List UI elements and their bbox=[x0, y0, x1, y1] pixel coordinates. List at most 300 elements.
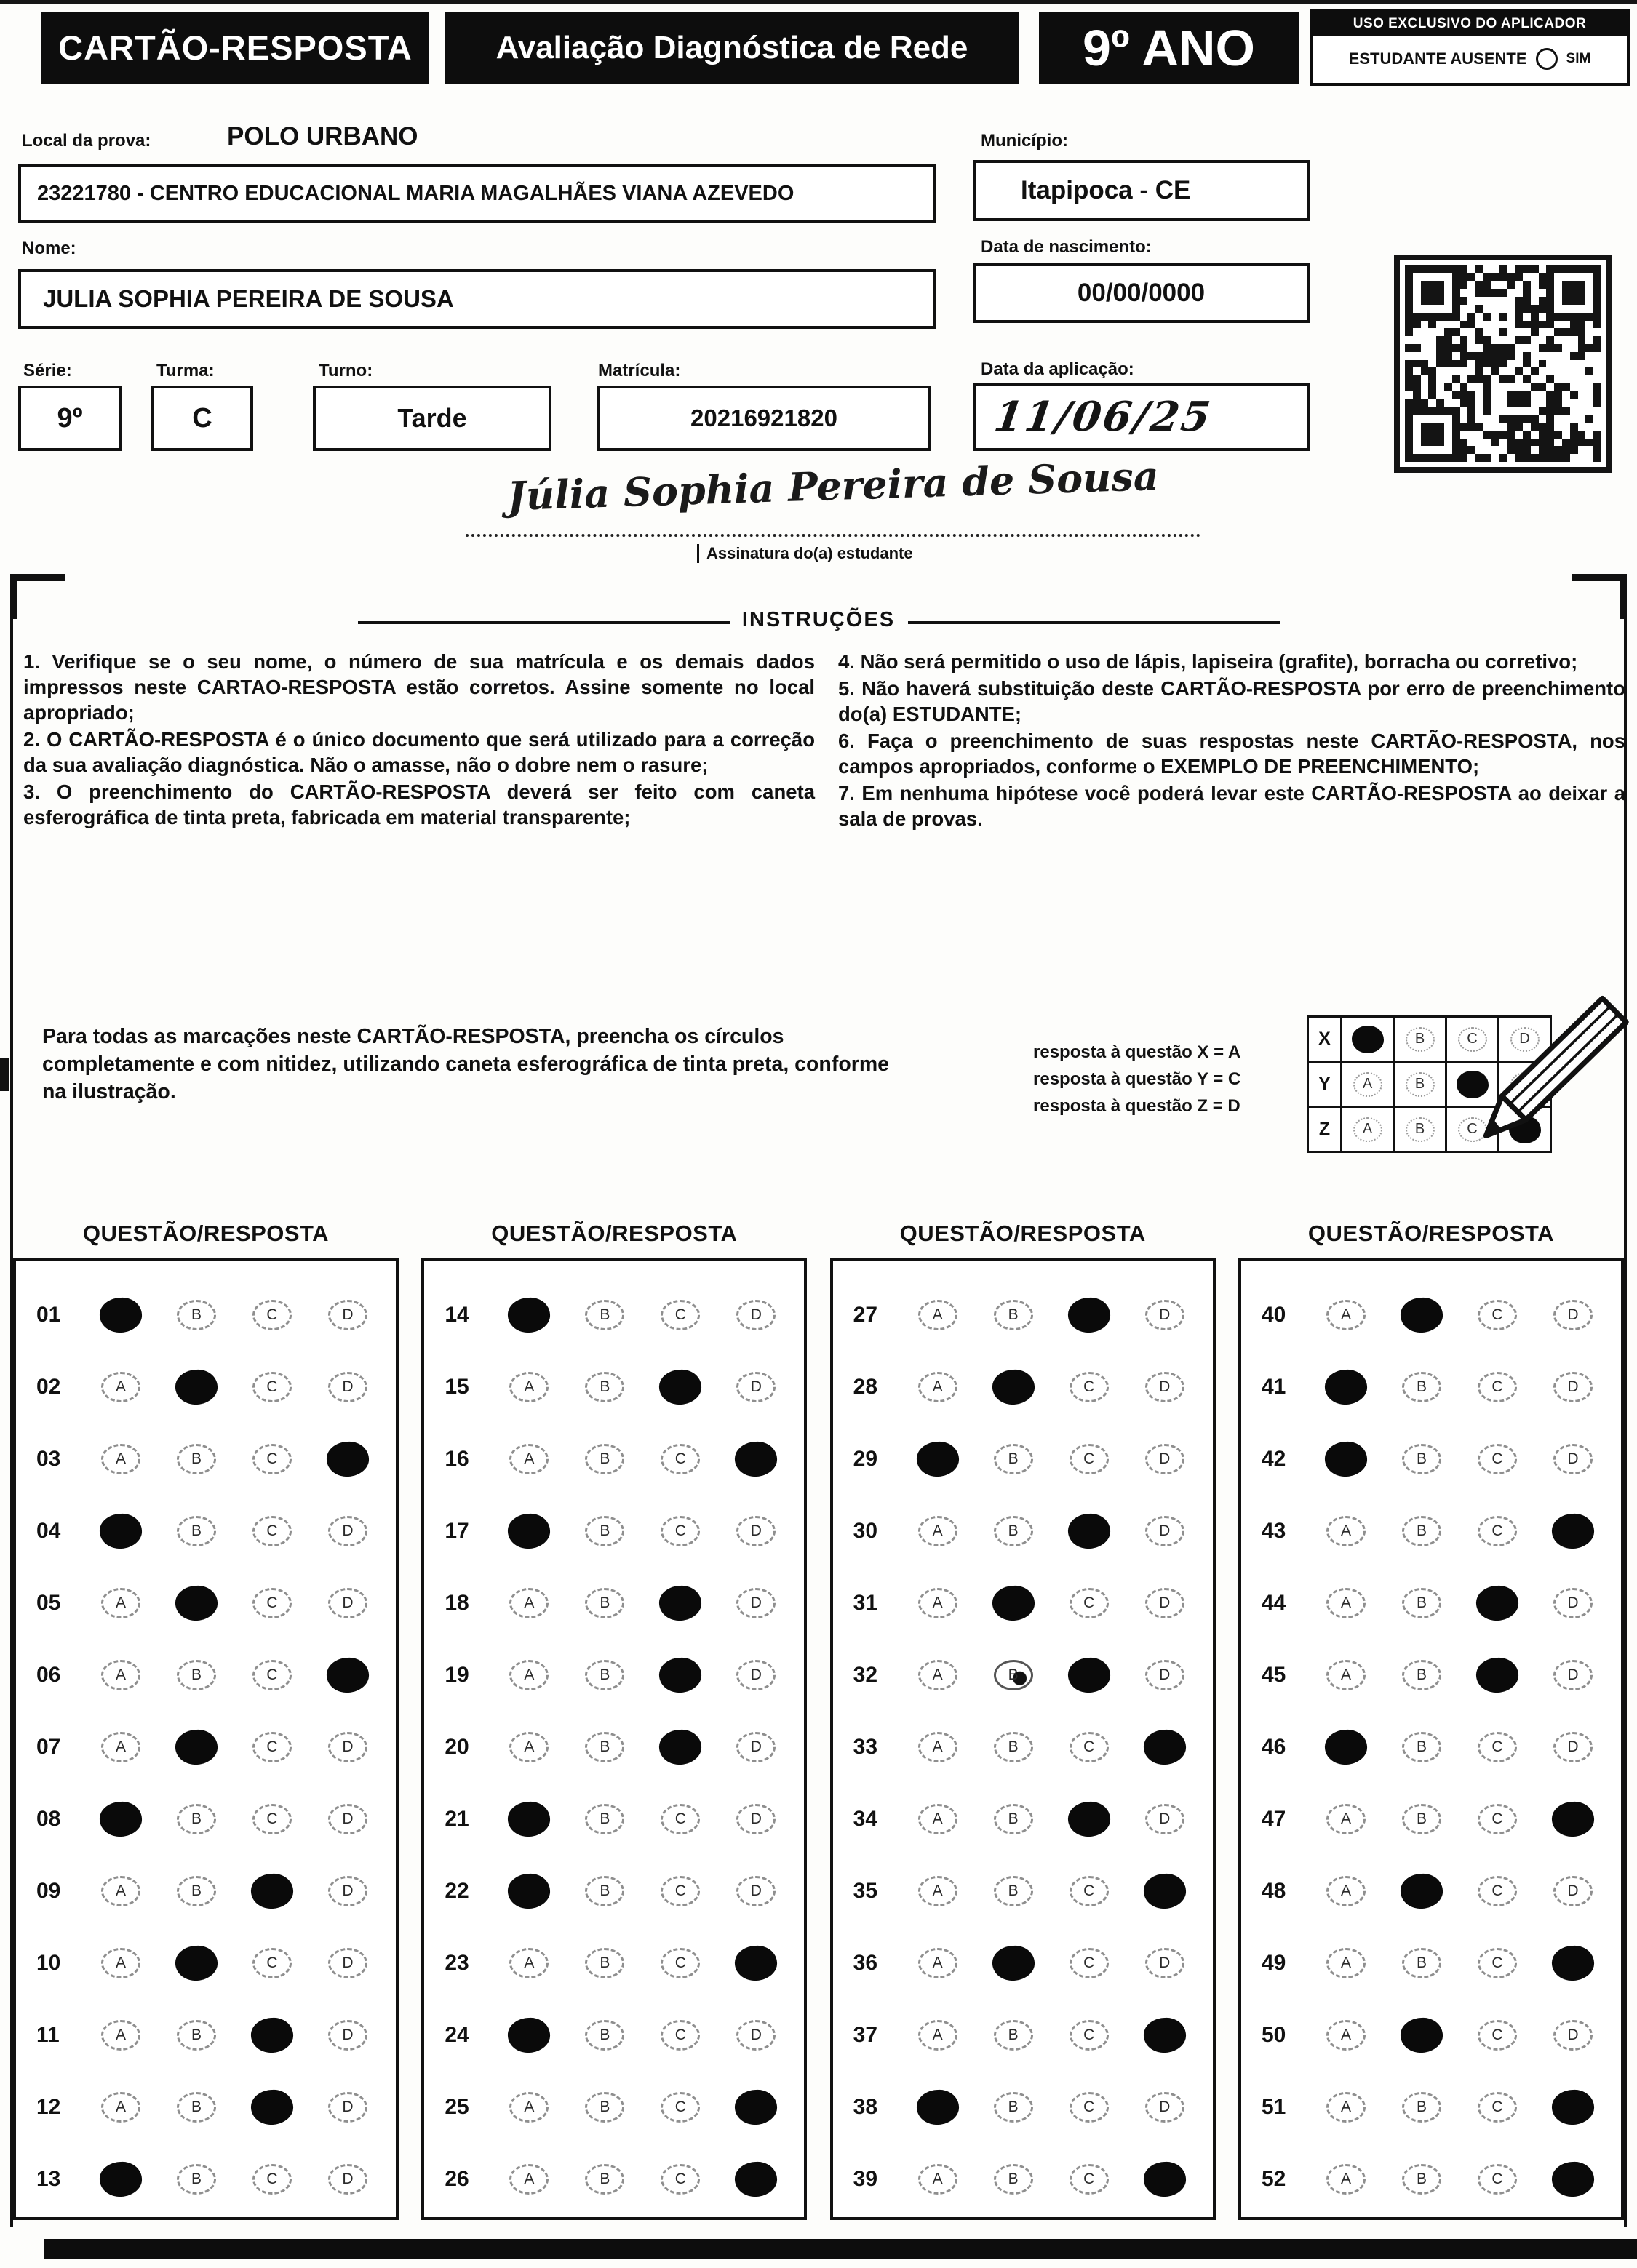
bubble-b[interactable]: B bbox=[177, 1876, 216, 1906]
bubble-d[interactable]: D bbox=[1145, 1948, 1184, 1978]
bubble-slot bbox=[491, 1948, 567, 1978]
bubble-c[interactable]: C bbox=[252, 2164, 292, 2195]
bubble-c-filled[interactable] bbox=[658, 1656, 703, 1694]
bubble-slot bbox=[1535, 1946, 1611, 1981]
example-row-label: Z bbox=[1309, 1108, 1342, 1153]
bubble-d[interactable]: D bbox=[736, 1588, 776, 1618]
bubble-d-filled[interactable] bbox=[1550, 2160, 1595, 2198]
bubble-a-filled[interactable] bbox=[507, 1800, 551, 1838]
bubble-a[interactable]: A bbox=[1326, 1876, 1366, 1906]
bubble-d[interactable]: D bbox=[1553, 1876, 1593, 1906]
bubble-a-filled[interactable] bbox=[98, 1296, 143, 1334]
bubble-c[interactable]: C bbox=[1478, 2164, 1517, 2195]
bubble-a-filled[interactable] bbox=[507, 1296, 551, 1334]
bubble-a-filled[interactable] bbox=[507, 1872, 551, 1910]
bubble-d[interactable]: D bbox=[1145, 1444, 1184, 1474]
bubble-slot bbox=[310, 1588, 386, 1618]
bubble-slot bbox=[976, 1300, 1051, 1330]
bubble-d-filled[interactable] bbox=[734, 2088, 778, 2126]
bubble-b[interactable]: B bbox=[994, 1444, 1033, 1474]
bubble-slot bbox=[1127, 1730, 1203, 1765]
bubble-c[interactable]: C bbox=[1478, 2020, 1517, 2051]
bubble-b-filled[interactable] bbox=[991, 1584, 1035, 1622]
bubble-d-filled[interactable] bbox=[734, 2160, 778, 2198]
bubble-d[interactable]: D bbox=[328, 1876, 367, 1906]
bubble-a[interactable]: A bbox=[101, 1948, 140, 1978]
bubble-c[interactable]: C bbox=[252, 1516, 292, 1546]
bubble-d-filled[interactable] bbox=[1550, 1944, 1595, 1982]
bubble-slot bbox=[1127, 2092, 1203, 2123]
bubble-b-filled[interactable] bbox=[991, 1368, 1035, 1406]
bubble-c[interactable]: C bbox=[252, 1444, 292, 1474]
bubble-b[interactable]: B bbox=[585, 2092, 624, 2123]
bubble-slot bbox=[1051, 1372, 1127, 1402]
question-number: 18 bbox=[445, 1590, 469, 1615]
bubble-a[interactable]: A bbox=[918, 2020, 957, 2051]
bubble-a[interactable]: A bbox=[918, 2164, 957, 2195]
bubble-b[interactable]: B bbox=[994, 1876, 1033, 1906]
bubble-slot bbox=[642, 1300, 718, 1330]
bubble-a[interactable]: A bbox=[101, 1876, 140, 1906]
bubble-c[interactable]: C bbox=[661, 1516, 700, 1546]
bubble-a[interactable]: A bbox=[509, 1732, 549, 1762]
bubble-slot bbox=[310, 1442, 386, 1477]
bubble-a[interactable]: A bbox=[509, 1444, 549, 1474]
bubble-b-filled[interactable] bbox=[174, 1368, 218, 1406]
bubble-d[interactable]: D bbox=[736, 1516, 776, 1546]
bubble-b[interactable]: B bbox=[585, 1948, 624, 1978]
bubble-slot bbox=[567, 2020, 642, 2051]
bubble-d[interactable]: D bbox=[736, 1660, 776, 1690]
bubble-d[interactable]: D bbox=[328, 1372, 367, 1402]
bubble-a[interactable]: A bbox=[101, 1444, 140, 1474]
bubble-c[interactable]: C bbox=[1070, 1876, 1109, 1906]
bubble-c[interactable]: C bbox=[1478, 1876, 1517, 1906]
question-number: 50 bbox=[1261, 2022, 1286, 2047]
bubble-c[interactable]: C bbox=[1070, 1372, 1109, 1402]
bubble-d[interactable]: D bbox=[1145, 2092, 1184, 2123]
bubble-b[interactable]: B bbox=[1402, 1444, 1441, 1474]
bubble-a[interactable]: A bbox=[918, 1372, 957, 1402]
bubble-d[interactable]: D bbox=[328, 1588, 367, 1618]
bubble-slot bbox=[718, 1442, 794, 1477]
bubble-b[interactable]: B bbox=[177, 1660, 216, 1690]
bubble-a[interactable]: A bbox=[101, 1372, 140, 1402]
bubble-slot bbox=[234, 1874, 310, 1909]
bubble-slot bbox=[83, 2162, 159, 2197]
bubble-a[interactable]: A bbox=[1326, 2092, 1366, 2123]
bubble-a[interactable]: A bbox=[918, 1516, 957, 1546]
bubble-slot bbox=[642, 1586, 718, 1621]
example-legend-line: resposta à questão Z = D bbox=[1033, 1096, 1240, 1117]
question-row bbox=[833, 1279, 1213, 1351]
example-option-letter: C bbox=[1458, 1027, 1487, 1052]
bubble-c[interactable]: C bbox=[661, 1804, 700, 1834]
bubble-slot bbox=[1384, 1874, 1459, 1909]
bubble-d[interactable]: D bbox=[736, 2020, 776, 2051]
bubble-c-filled[interactable] bbox=[1067, 1800, 1111, 1838]
bubble-a[interactable]: A bbox=[918, 1948, 957, 1978]
bubble-b[interactable]: B bbox=[1402, 1948, 1441, 1978]
bubble-c[interactable]: C bbox=[252, 1804, 292, 1834]
bubble-a[interactable]: A bbox=[509, 2164, 549, 2195]
bubble-d[interactable]: D bbox=[328, 1948, 367, 1978]
bubble-b[interactable]: B bbox=[1402, 1804, 1441, 1834]
bubble-slot bbox=[159, 1660, 234, 1690]
bubble-d[interactable]: D bbox=[1145, 1372, 1184, 1402]
bubble-b-filled[interactable] bbox=[1399, 2016, 1443, 2054]
bubble-slot bbox=[718, 1372, 794, 1402]
bubble-b[interactable]: B bbox=[1402, 1732, 1441, 1762]
bubble-d[interactable]: D bbox=[1145, 1300, 1184, 1330]
example-cell bbox=[1342, 1108, 1395, 1153]
question-number: 07 bbox=[36, 1734, 61, 1759]
bubble-a-filled[interactable] bbox=[98, 2160, 143, 2198]
bubble-c-filled[interactable] bbox=[658, 1728, 703, 1766]
question-row bbox=[424, 1423, 804, 1495]
bubble-b[interactable]: B bbox=[1402, 1588, 1441, 1618]
bubble-b[interactable]: B bbox=[1402, 1660, 1441, 1690]
bubble-c[interactable]: C bbox=[1478, 1300, 1517, 1330]
bubble-slot bbox=[1459, 1876, 1535, 1906]
bubble-c[interactable]: C bbox=[661, 1300, 700, 1330]
bubble-c[interactable]: C bbox=[1070, 2164, 1109, 2195]
bubble-slot bbox=[234, 1660, 310, 1690]
bubble-a[interactable]: A bbox=[918, 1660, 957, 1690]
bubble-c[interactable]: C bbox=[1478, 1372, 1517, 1402]
bubble-c-filled[interactable] bbox=[658, 1584, 703, 1622]
bubble-slot bbox=[491, 1514, 567, 1549]
bubble-b[interactable]: B bbox=[994, 1516, 1033, 1546]
bubble-b[interactable]: B bbox=[994, 2020, 1033, 2051]
bubble-d[interactable]: D bbox=[1553, 1588, 1593, 1618]
bubble-d-filled[interactable] bbox=[1550, 1800, 1595, 1838]
bubble-d-filled[interactable] bbox=[1142, 1872, 1187, 1910]
question-row bbox=[16, 1351, 396, 1423]
bubble-c[interactable]: C bbox=[1070, 2020, 1109, 2051]
bubble-b-filled[interactable] bbox=[174, 1728, 218, 1766]
bubble-b[interactable]: B bbox=[585, 1444, 624, 1474]
question-number: 26 bbox=[445, 2166, 469, 2191]
bubble-slot bbox=[1459, 1658, 1535, 1693]
bubble-slot bbox=[567, 2164, 642, 2195]
bubble-d[interactable]: D bbox=[1145, 1588, 1184, 1618]
bubble-c-filled[interactable] bbox=[1067, 1656, 1111, 1694]
bubble-b[interactable]: B bbox=[994, 1660, 1033, 1690]
bubble-slot bbox=[1308, 1370, 1384, 1405]
bubble-slot bbox=[1051, 1588, 1127, 1618]
bubble-b[interactable]: B bbox=[177, 2020, 216, 2051]
bubble-c[interactable]: C bbox=[1478, 1516, 1517, 1546]
bubble-slot bbox=[1459, 1586, 1535, 1621]
bubble-b[interactable]: B bbox=[585, 1372, 624, 1402]
bubble-slot bbox=[1535, 1444, 1611, 1474]
bubble-b[interactable]: B bbox=[994, 1300, 1033, 1330]
bubble-d[interactable]: D bbox=[328, 2092, 367, 2123]
bubble-d-filled[interactable] bbox=[1142, 2016, 1187, 2054]
bubble-c-filled[interactable] bbox=[1067, 1512, 1111, 1550]
bubble-slot bbox=[1535, 1660, 1611, 1690]
bubble-d-filled[interactable] bbox=[734, 1440, 778, 1478]
bubble-a[interactable]: A bbox=[101, 2020, 140, 2051]
bubble-slot bbox=[1384, 1804, 1459, 1834]
bubble-b[interactable]: B bbox=[585, 1876, 624, 1906]
bubble-c[interactable]: C bbox=[661, 2020, 700, 2051]
bubble-a[interactable]: A bbox=[1326, 2164, 1366, 2195]
bubble-c[interactable]: C bbox=[1070, 1732, 1109, 1762]
question-number: 48 bbox=[1261, 1878, 1286, 1903]
turno-label: Turno: bbox=[319, 361, 373, 380]
bubble-d[interactable]: D bbox=[1553, 1660, 1593, 1690]
bubble-slot bbox=[1308, 1660, 1384, 1690]
bubble-slot bbox=[234, 2090, 310, 2125]
bubble-d-filled[interactable] bbox=[1142, 2160, 1187, 2198]
answer-grid bbox=[830, 1258, 1216, 2220]
bubble-c[interactable]: C bbox=[661, 1444, 700, 1474]
bubble-b[interactable]: B bbox=[994, 1732, 1033, 1762]
bubble-a[interactable]: A bbox=[1326, 1300, 1366, 1330]
question-number: 38 bbox=[853, 2094, 878, 2119]
bubble-d[interactable]: D bbox=[328, 2164, 367, 2195]
bubble-d[interactable]: D bbox=[1553, 1300, 1593, 1330]
absent-label: ESTUDANTE AUSENTE bbox=[1348, 49, 1527, 68]
question-row bbox=[833, 1999, 1213, 2071]
bubble-b[interactable]: B bbox=[1402, 1516, 1441, 1546]
bubble-c-filled[interactable] bbox=[250, 1872, 294, 1910]
bubble-slot bbox=[976, 1586, 1051, 1621]
bubble-a[interactable]: A bbox=[1326, 1660, 1366, 1690]
bubble-slot bbox=[83, 1732, 159, 1762]
bubble-slot bbox=[310, 1658, 386, 1693]
bubble-d[interactable]: D bbox=[1553, 1444, 1593, 1474]
bubble-a[interactable]: A bbox=[509, 1660, 549, 1690]
bubble-a-filled[interactable] bbox=[98, 1512, 143, 1550]
divider-line-left bbox=[358, 621, 730, 624]
bubble-a[interactable]: A bbox=[509, 1588, 549, 1618]
bubble-a[interactable]: A bbox=[101, 1660, 140, 1690]
bubble-c[interactable]: C bbox=[252, 1948, 292, 1978]
example-legend-line: resposta à questão Y = C bbox=[1033, 1069, 1241, 1090]
example-option-letter: B bbox=[1406, 1117, 1435, 1142]
bubble-d-filled[interactable] bbox=[1550, 2088, 1595, 2126]
bubble-d[interactable]: D bbox=[328, 1732, 367, 1762]
bubble-c-filled[interactable] bbox=[250, 2016, 294, 2054]
question-row bbox=[1241, 1423, 1621, 1495]
bubble-d[interactable]: D bbox=[328, 2020, 367, 2051]
bubble-a-filled[interactable] bbox=[507, 2016, 551, 2054]
bubble-d-filled[interactable] bbox=[1142, 1728, 1187, 1766]
bubble-b[interactable]: B bbox=[1402, 1372, 1441, 1402]
bubble-slot bbox=[1384, 2164, 1459, 2195]
bubble-a[interactable]: A bbox=[509, 1372, 549, 1402]
bubble-c-filled[interactable] bbox=[1475, 1584, 1519, 1622]
bubble-c[interactable]: C bbox=[1070, 1444, 1109, 1474]
bubble-b[interactable]: B bbox=[1402, 2164, 1441, 2195]
bubble-a[interactable]: A bbox=[1326, 1516, 1366, 1546]
bubble-c-filled[interactable] bbox=[250, 2088, 294, 2126]
bubble-slot bbox=[491, 1298, 567, 1333]
bubble-slot bbox=[83, 1514, 159, 1549]
bubble-slot bbox=[567, 1300, 642, 1330]
bubble-a[interactable]: A bbox=[1326, 1804, 1366, 1834]
bubble-a[interactable]: A bbox=[918, 1804, 957, 1834]
bubble-slot bbox=[1459, 2164, 1535, 2195]
bubble-b[interactable]: B bbox=[585, 1660, 624, 1690]
bubble-slot bbox=[567, 1444, 642, 1474]
bubble-c[interactable]: C bbox=[661, 1876, 700, 1906]
bubble-slot bbox=[491, 2164, 567, 2195]
bubble-d[interactable]: D bbox=[1145, 1804, 1184, 1834]
bubble-b[interactable]: B bbox=[177, 1444, 216, 1474]
bubble-slot bbox=[642, 1370, 718, 1405]
bubble-slot bbox=[1459, 1372, 1535, 1402]
question-number: 02 bbox=[36, 1374, 61, 1399]
bubble-b[interactable]: B bbox=[177, 1300, 216, 1330]
bubble-c[interactable]: C bbox=[1478, 1804, 1517, 1834]
bubble-slot bbox=[567, 1732, 642, 1762]
bubble-d-filled[interactable] bbox=[325, 1656, 370, 1694]
bubble-b[interactable]: B bbox=[585, 1516, 624, 1546]
bubble-a[interactable]: A bbox=[918, 1732, 957, 1762]
bubble-d[interactable]: D bbox=[328, 1804, 367, 1834]
bubble-b[interactable]: B bbox=[585, 1732, 624, 1762]
bubble-slot bbox=[1051, 1876, 1127, 1906]
bubble-b-filled[interactable] bbox=[174, 1584, 218, 1622]
bubble-d[interactable]: D bbox=[1553, 2020, 1593, 2051]
bubble-c[interactable]: C bbox=[1478, 1948, 1517, 1978]
bubble-d-filled[interactable] bbox=[734, 1944, 778, 1982]
bubble-c[interactable]: C bbox=[252, 1588, 292, 1618]
bubble-d-filled[interactable] bbox=[325, 1440, 370, 1478]
instruction-item: 6. Faça o preenchimento de suas respostas neste CARTÃO-RESPOSTA, nos campos apropriados, conforme o EXEMPLO DE PREENCHIMENTO; bbox=[838, 729, 1625, 778]
bubble-slot bbox=[642, 1804, 718, 1834]
bubble-c-filled[interactable] bbox=[1067, 1296, 1111, 1334]
bubble-b[interactable]: B bbox=[994, 2164, 1033, 2195]
bubble-b[interactable]: B bbox=[177, 1804, 216, 1834]
bubble-b[interactable]: B bbox=[177, 1516, 216, 1546]
bubble-b[interactable]: B bbox=[177, 2164, 216, 2195]
bubble-slot bbox=[718, 1732, 794, 1762]
bubble-d[interactable]: D bbox=[1553, 1732, 1593, 1762]
bubble-a-filled[interactable] bbox=[1323, 1440, 1368, 1478]
bubble-c[interactable]: C bbox=[252, 1372, 292, 1402]
bubble-b-filled[interactable] bbox=[991, 1944, 1035, 1982]
bubble-a[interactable]: A bbox=[101, 2092, 140, 2123]
absent-option-label: SIM bbox=[1566, 51, 1591, 66]
bubble-d[interactable]: D bbox=[328, 1516, 367, 1546]
bubble-d[interactable]: D bbox=[736, 1876, 776, 1906]
bubble-a-filled[interactable] bbox=[915, 2088, 960, 2126]
bubble-b[interactable]: B bbox=[994, 1804, 1033, 1834]
bubble-b[interactable]: B bbox=[585, 1804, 624, 1834]
bubble-d[interactable]: D bbox=[736, 1372, 776, 1402]
bubble-a[interactable]: A bbox=[918, 1876, 957, 1906]
question-row bbox=[833, 2071, 1213, 2143]
bubble-slot bbox=[642, 2020, 718, 2051]
bubble-d[interactable]: D bbox=[1145, 1516, 1184, 1546]
question-number: 52 bbox=[1261, 2166, 1286, 2191]
bubble-c[interactable]: C bbox=[1478, 1444, 1517, 1474]
bubble-a[interactable]: A bbox=[1326, 1588, 1366, 1618]
bubble-a-filled[interactable] bbox=[915, 1440, 960, 1478]
bubble-slot bbox=[159, 1370, 234, 1405]
bubble-a[interactable]: A bbox=[509, 1948, 549, 1978]
bubble-d[interactable]: D bbox=[736, 1732, 776, 1762]
bubble-a[interactable]: A bbox=[1326, 2020, 1366, 2051]
question-row bbox=[424, 2143, 804, 2215]
bubble-b[interactable]: B bbox=[177, 2092, 216, 2123]
bubble-c[interactable]: C bbox=[661, 2092, 700, 2123]
bubble-a[interactable]: A bbox=[918, 1300, 957, 1330]
bubble-a-filled[interactable] bbox=[1323, 1368, 1368, 1406]
question-number: 45 bbox=[1261, 1662, 1286, 1687]
bubble-c[interactable]: C bbox=[1070, 2092, 1109, 2123]
question-row bbox=[424, 1783, 804, 1855]
bubble-b[interactable]: B bbox=[585, 2164, 624, 2195]
bubble-c[interactable]: C bbox=[1070, 1948, 1109, 1978]
bubble-a[interactable]: A bbox=[101, 1588, 140, 1618]
bubble-b-filled[interactable] bbox=[174, 1944, 218, 1982]
bubble-c[interactable]: C bbox=[252, 1300, 292, 1330]
bubble-d[interactable]: D bbox=[328, 1300, 367, 1330]
bubble-d[interactable]: D bbox=[736, 1300, 776, 1330]
bubble-c-filled[interactable] bbox=[1475, 1656, 1519, 1694]
question-row bbox=[833, 1927, 1213, 1999]
bubble-b[interactable]: B bbox=[585, 2020, 624, 2051]
question-number: 04 bbox=[36, 1518, 61, 1543]
bubble-c[interactable]: C bbox=[252, 1660, 292, 1690]
bubble-a-filled[interactable] bbox=[507, 1512, 551, 1550]
bubble-a[interactable]: A bbox=[918, 1588, 957, 1618]
bubble-b-filled[interactable] bbox=[1399, 1872, 1443, 1910]
bubble-d[interactable]: D bbox=[1553, 1372, 1593, 1402]
bubble-d[interactable]: D bbox=[1145, 1660, 1184, 1690]
bubble-slot bbox=[900, 2164, 976, 2195]
bubble-b[interactable]: B bbox=[585, 1300, 624, 1330]
bubble-slot bbox=[900, 1300, 976, 1330]
bubble-slot bbox=[1127, 1372, 1203, 1402]
bubble-c-filled[interactable] bbox=[658, 1368, 703, 1406]
bubble-a[interactable]: A bbox=[1326, 1948, 1366, 1978]
bubble-b[interactable]: B bbox=[585, 1588, 624, 1618]
bubble-c[interactable]: C bbox=[1478, 1732, 1517, 1762]
bubble-a-filled[interactable] bbox=[98, 1800, 143, 1838]
bubble-c[interactable]: C bbox=[1070, 1588, 1109, 1618]
bubble-d[interactable]: D bbox=[736, 1804, 776, 1834]
absent-checkbox[interactable] bbox=[1536, 48, 1558, 70]
bubble-a[interactable]: A bbox=[509, 2092, 549, 2123]
bubble-c[interactable]: C bbox=[661, 2164, 700, 2195]
instruction-item: 1. Verifique se o seu nome, o número de sua matrícula e os demais dados impressos neste CARTAO-RESPOSTA estão corretos. Assine somente no local apropriado; bbox=[23, 650, 815, 724]
bubble-c[interactable]: C bbox=[252, 1732, 292, 1762]
question-row bbox=[833, 1495, 1213, 1567]
bubble-b[interactable]: B bbox=[1402, 2092, 1441, 2123]
bubble-c[interactable]: C bbox=[661, 1948, 700, 1978]
bubble-b[interactable]: B bbox=[994, 2092, 1033, 2123]
bubble-slot bbox=[491, 1732, 567, 1762]
bubble-slot bbox=[1051, 1444, 1127, 1474]
bubble-a[interactable]: A bbox=[101, 1732, 140, 1762]
bubble-slot bbox=[642, 1444, 718, 1474]
bubble-d-filled[interactable] bbox=[1550, 1512, 1595, 1550]
signature-label: Assinatura do(a) estudante bbox=[697, 544, 913, 563]
bubble-slot bbox=[567, 1588, 642, 1618]
bubble-c[interactable]: C bbox=[1478, 2092, 1517, 2123]
bubble-a-filled[interactable] bbox=[1323, 1728, 1368, 1766]
bubble-b-filled[interactable] bbox=[1399, 1296, 1443, 1334]
bubble-slot bbox=[234, 1948, 310, 1978]
answer-grid bbox=[13, 1258, 399, 2220]
